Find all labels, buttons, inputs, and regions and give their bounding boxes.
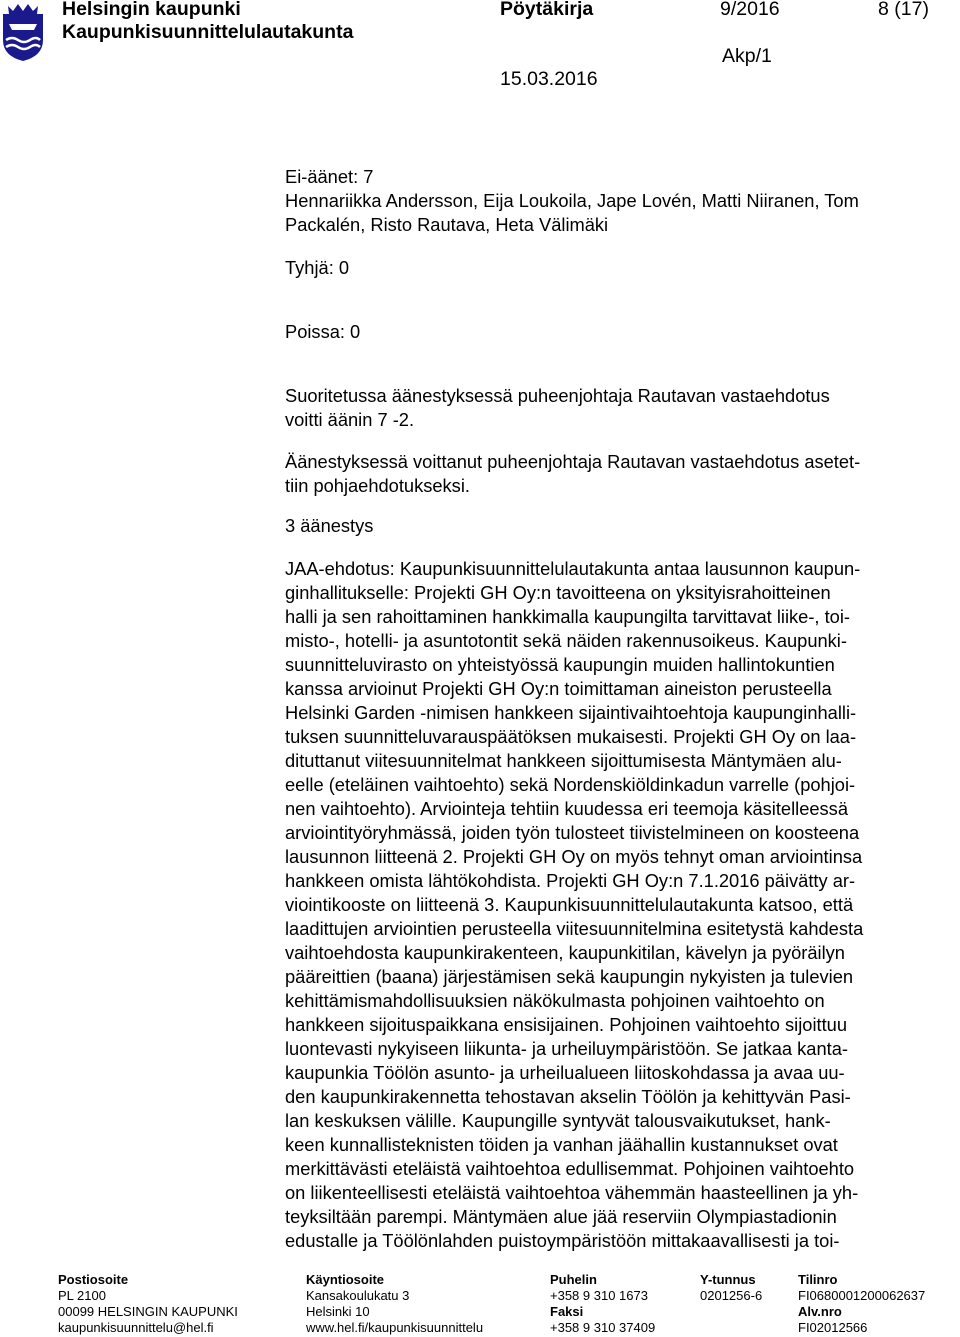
paragraph-line: lausunnon liitteenä 2. Projekti GH Oy on myös tehnyt oman arviointinsa [285,846,863,867]
paragraph-line: viointikooste on liitteenä 3. Kaupunkisuunnittelulautakunta katsoo, että [285,894,854,915]
vote3-heading: 3 äänestys [285,515,374,536]
paragraph-line: kehittämismahdollisuuksien näkökulmasta pohjoinen vaihtoehto on [285,990,825,1011]
page-count: 8 (17) [878,0,929,20]
footer-business-id: Y-tunnus 0201256-6 [700,1272,763,1303]
paragraph-line: den kaupunkirakennetta tehostavan akselin Töölön ja kehittyvän Pasi- [285,1086,851,1107]
no-votes-label: Ei-äänet: 7 [285,166,374,187]
paragraph-line: Helsinki Garden -nimisen hankkeen sijaintivaihtoehtoja kaupunginhalli- [285,702,857,723]
board-name: Kaupunkisuunnittelulautakunta [62,21,354,43]
paragraph-line: arviointityöryhmässä, joiden työn tulosteet tiivistelmineen on koosteena [285,822,860,843]
no-votes-names: Packalén, Risto Rautava, Heta Välimäki [285,214,609,235]
paragraph-line: ginhallitukselle: Projekti GH Oy:n tavoitteena on yksityisrahoitteinen [285,582,831,603]
paragraph-line: teyksiltään parempi. Mäntymäen alue jää reserviin Olympiastadionin [285,1206,837,1227]
footer-account: Tilinro FI0680001200062637 Alv.nro FI02012566 [798,1272,926,1335]
paragraph-line: vaihtoehdosta kaupunkirakenteen, kaupunkitilan, kävelyn ja pyöräilyn [285,942,845,963]
no-votes-names: Hennariikka Andersson, Eija Loukoila, Jape Lovén, Matti Niiranen, Tom [285,190,859,211]
paragraph-line: kanssa arvioinut Projekti GH Oy:n toimittaman aineiston perusteella [285,678,832,699]
doc-type: Pöytäkirja [500,0,594,20]
footer-visit: Käyntiosoite Kansakoulukatu 3 Helsinki 10 www.hel.fi/kaupunkisuunnittelu [306,1272,484,1335]
paragraph-line: JAA-ehdotus: Kaupunkisuunnittelulautakunta antaa lausunnon kaupun- [285,558,861,579]
paragraph-line: pääreittien (baana) järjestämisen sekä kaupungin nykyisten ja tulevien [285,966,854,987]
paragraph-line: eelle (eteläinen vaihtoehto) sekä Nordenskiöldinkadun varrelle (pohjoi- [285,774,856,795]
paragraph-line: halli ja sen rahoittaminen hankkimalla kaupungilta tarvittavat liike-, toi- [285,606,850,627]
paragraph-line: luontevasti nykyiseen liikunta- ja urheiluympäristöön. Se jatkaa kanta- [285,1038,848,1059]
vote3-proposal [285,557,863,1253]
footer-postal: Postiosoite PL 2100 00099 HELSINGIN KAUPUNKI kaupunkisuunnittelu@hel.fi [58,1272,238,1335]
paragraph-line: on liikenteellisesti eteläistä vaihtoehtoa vähemmän haasteellinen ja yh- [285,1182,859,1203]
paragraph-line: hankkeen omista lähtökohdista. Projekti GH Oy:n 7.1.2016 päivätty ar- [285,870,856,891]
paragraph-line: merkittävästi eteläistä vaihtoehtoa edullisemmat. Pohjoinen vaihtoehto [285,1158,855,1179]
footer-visit-heading: Käyntiosoite [306,1272,385,1287]
paragraph-line: dituttanut viitesuunnitelmat hankkeen sijoittumisesta Mäntymäen alu- [285,750,842,771]
paragraph-line: hankkeen sijoituspaikkana ensisijainen. Pohjoinen vaihtoehto sijoittuu [285,1014,848,1035]
footer-email: kaupunkisuunnittelu@hel.fi [58,1320,214,1335]
paragraph-line: nen vaihtoehto). Arviointeja tehtiin kuudessa eri teemoja käsitelleessä [285,798,848,819]
org-name: Helsingin kaupunki [62,0,241,20]
absent-votes: Poissa: 0 [285,321,361,342]
footer-website: www.hel.fi/kaupunkisuunnittelu [306,1320,484,1335]
footer-postal-heading: Postiosoite [58,1272,129,1287]
paragraph-line: keen kunnallisteknisten töiden ja vanhan jäähallin kustannukset ovat [285,1134,838,1155]
paragraph-line: edustalle ja Töölönlahden puistoympäristöön mittakaavallisesti ja toi- [285,1230,840,1251]
vote-results [285,165,859,237]
paragraph-line: tuksen suunnitteluvarauspäätöksen mukaisesti. Projekti GH Oy on laa- [285,726,857,747]
paragraph-line: misto-, hotelli- ja asuntotontit sekä näiden rakennusoikeus. Kaupunki- [285,630,847,651]
vote-basis: Äänestyksessä voittanut puheenjohtaja Rautavan vastaehdotus asetet- tiin pohjaehdotukseksi. [285,451,861,496]
paragraph-line: laadittujen arviointien perusteella viitesuunnitelmina esitetystä kahdesta [285,918,864,939]
blank-votes: Tyhjä: 0 [285,257,350,278]
paragraph-line: suunnitteluvirasto on yhteistyössä kaupungin muiden hallintokuntien [285,654,835,675]
footer-phone: Puhelin +358 9 310 1673 Faksi +358 9 310 37409 [550,1272,656,1335]
meeting-date: 15.03.2016 [500,68,598,90]
paragraph-line: kaupunkia Töölön asunto- ja urheilualueen liitoskohdassa ja avaa uu- [285,1062,845,1083]
section-code: Akp/1 [722,45,772,67]
doc-number: 9/2016 [720,0,780,20]
helsinki-crest-logo [0,0,46,62]
paragraph-line: lan keskuksen välille. Kaupungille syntyvät talousvaikutukset, hank- [285,1110,831,1131]
vote-outcome: Suoritetussa äänestyksessä puheenjohtaja Rautavan vastaehdotus voitti äänin 7 -2. [285,385,830,430]
